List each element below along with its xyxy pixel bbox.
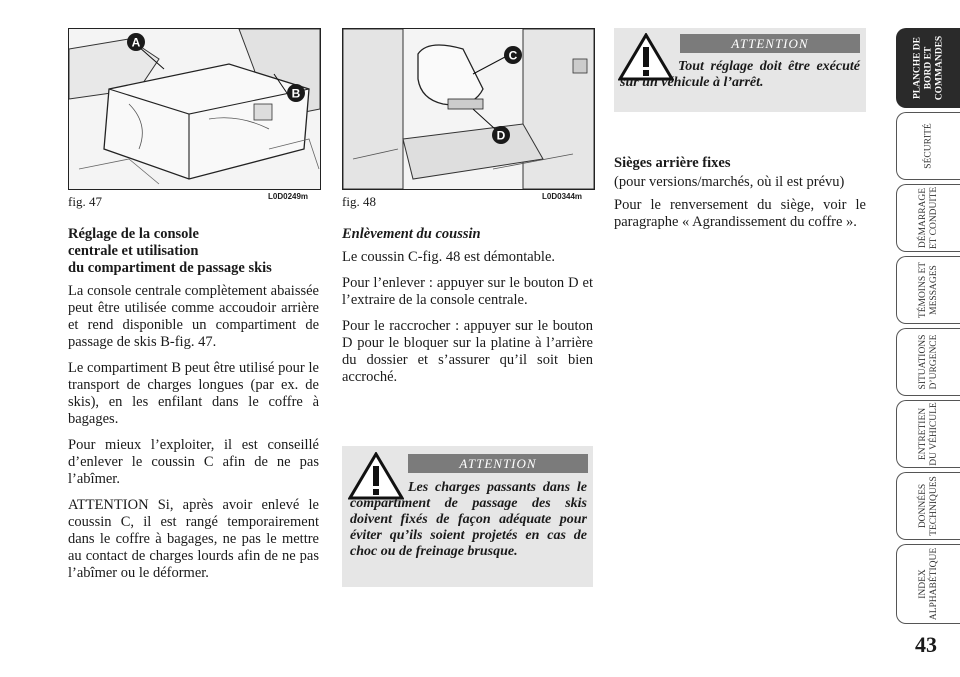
- tab-label: SÉCURITÉ: [923, 123, 933, 169]
- paragraph: Pour le raccrocher : appuyer sur le bouton D pour le bloquer sur la platine à l’arrière du dossier et s’assurer qu’il soit bien accroché.: [342, 318, 593, 385]
- paragraph: ATTENTION Si, après avoir enlevé le coussin C, il est rangé temporairement dans le coffre à bagages, ne pas le mettre au contact de charges lourds afin de ne pas l’abîmer ou le déformer.: [68, 497, 319, 581]
- column-3: [614, 155, 866, 240]
- warning-banner: ATTENTION: [408, 454, 588, 473]
- tab-donnees[interactable]: [896, 472, 960, 540]
- console-illustration: [69, 29, 320, 189]
- tab-index[interactable]: [896, 544, 960, 624]
- tab-entretien[interactable]: [896, 400, 960, 468]
- paragraph: La console centrale complètement abaissée peut être utilisée comme accoudoir arrière et rend disponible un compartiment de passage de skis B-fig. 47.: [68, 283, 319, 350]
- tab-demarrage[interactable]: [896, 184, 960, 252]
- warning-text-content: Les charges passants dans le compartiment de passage des skis doivent fixés de façon adéquate pour éviter qu’ils soient projetés en cas de choc ou de freinage brusque.: [350, 480, 587, 559]
- tab-securite[interactable]: [896, 112, 960, 180]
- heading-line-3: du compartiment de passage skis: [68, 260, 272, 276]
- paragraph: Pour le renversement du siège, voir le paragraphe « Agrandissement du coffre ».: [614, 197, 866, 230]
- column-2: [342, 226, 593, 395]
- chapter-tabs: [896, 0, 960, 677]
- fig-48-code: L0D0344m: [542, 192, 583, 201]
- warning-text-ski: [350, 480, 587, 560]
- tab-label: TÉMOINS ET MESSAGES: [917, 261, 939, 319]
- paragraph: Pour mieux l’exploiter, il est conseillé d’enlever le coussin C afin de ne pas l’abîmer.: [68, 437, 319, 487]
- paragraph: Le coussin C-fig. 48 est démontable.: [342, 249, 556, 265]
- tab-temoins[interactable]: [896, 256, 960, 324]
- warning-text-adjust: [620, 59, 860, 91]
- tab-label: ENTRETIEN DU VÉHICULE: [917, 402, 939, 466]
- column-1: [68, 226, 319, 591]
- tab-planche-de-bord[interactable]: [896, 28, 960, 108]
- tab-label: DÉMARRAGE ET CONDUITE: [917, 186, 939, 250]
- warning-box-ski: [342, 446, 593, 587]
- warning-box-adjust: [614, 28, 866, 112]
- paragraph: Pour l’enlever : appuyer sur le bouton D et l’extraire de la console centrale.: [342, 275, 593, 308]
- figure-48: [342, 28, 595, 190]
- tab-label: SITUATIONS D’URGENCE: [917, 334, 939, 390]
- paragraph: Le compartiment B peut être utilisé pour le transport de charges longues (par ex. de skis), en les enfilant dans le coffre à bagages.: [68, 360, 319, 427]
- tab-label: DONNÉES TECHNIQUES: [917, 476, 939, 536]
- marker-c: C: [508, 48, 518, 63]
- sub-heading: (pour versions/marchés, où il est prévu): [614, 174, 845, 190]
- marker-d: D: [496, 128, 506, 143]
- warning-text-content: Tout réglage doit être exécuté sur un véhicule à l’arrêt.: [620, 59, 860, 90]
- marker-b: B: [291, 86, 301, 101]
- marker-a: A: [131, 35, 141, 50]
- tab-situations[interactable]: [896, 328, 960, 396]
- fig-47-caption: fig. 47: [68, 194, 102, 209]
- heading-line-1: Réglage de la console: [68, 226, 199, 242]
- figure-47: [68, 28, 321, 190]
- tab-label: PLANCHE DE BORD ET COMMANDES: [912, 35, 944, 101]
- section-heading-seats: Sièges arrière fixes: [614, 155, 731, 171]
- warning-banner: ATTENTION: [680, 34, 860, 53]
- cushion-illustration: [343, 29, 594, 189]
- tab-label: INDEX ALPHABÉTIQUE: [917, 547, 939, 621]
- heading-line-2: centrale et utilisation: [68, 243, 199, 259]
- page-number: 43: [915, 632, 937, 657]
- fig-47-code: L0D0249m: [268, 192, 309, 201]
- fig-48-caption: fig. 48: [342, 194, 376, 209]
- section-heading-console: [68, 226, 319, 277]
- section-heading-cushion: Enlèvement du coussin: [342, 226, 481, 242]
